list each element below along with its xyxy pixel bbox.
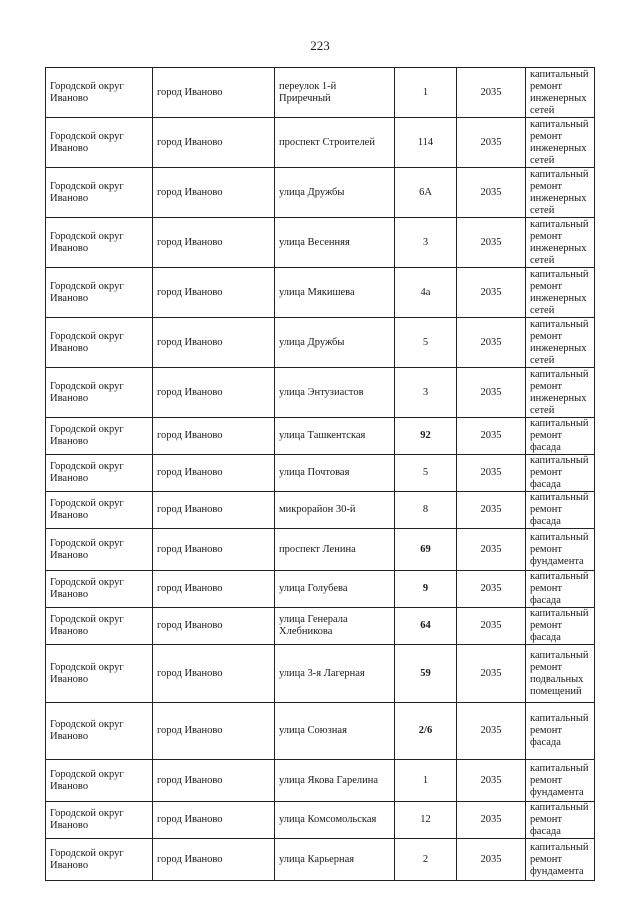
district-cell: Городской округ Иваново (46, 455, 153, 492)
district-cell: Городской округ Иваново (46, 268, 153, 318)
district-cell: Городской округ Иваново (46, 492, 153, 529)
street-cell: улица Якова Гарелина (275, 760, 395, 802)
work-type-cell: капитальный ремонт инженерных сетей (526, 218, 595, 268)
street-cell: микрорайон 30-й (275, 492, 395, 529)
work-type-cell: капитальный ремонт фасада (526, 802, 595, 839)
street-cell: улица Весенняя (275, 218, 395, 268)
work-type-cell: капитальный ремонт фасада (526, 492, 595, 529)
work-type-cell: капитальный ремонт инженерных сетей (526, 118, 595, 168)
work-type-cell: капитальный ремонт фасада (526, 455, 595, 492)
settlement-cell: город Иваново (153, 608, 275, 645)
table-row (46, 802, 595, 839)
district-cell: Городской округ Иваново (46, 218, 153, 268)
district-cell: Городской округ Иваново (46, 760, 153, 802)
work-type-cell: капитальный ремонт инженерных сетей (526, 268, 595, 318)
district-cell: Городской округ Иваново (46, 645, 153, 703)
district-cell: Городской округ Иваново (46, 168, 153, 218)
settlement-cell: город Иваново (153, 703, 275, 760)
table-row (46, 455, 595, 492)
table-row (46, 529, 595, 571)
table-row (46, 645, 595, 703)
year-cell: 2035 (457, 118, 526, 168)
settlement-cell: город Иваново (153, 760, 275, 802)
year-cell: 2035 (457, 703, 526, 760)
year-cell: 2035 (457, 571, 526, 608)
year-cell: 2035 (457, 68, 526, 118)
house-number-cell: 3 (395, 218, 457, 268)
year-cell: 2035 (457, 455, 526, 492)
year-cell: 2035 (457, 368, 526, 418)
house-number-cell: 69 (395, 529, 457, 571)
street-cell: улица Энтузиастов (275, 368, 395, 418)
year-cell: 2035 (457, 418, 526, 455)
settlement-cell: город Иваново (153, 68, 275, 118)
house-number-cell: 5 (395, 318, 457, 368)
table-row (46, 68, 595, 118)
settlement-cell: город Иваново (153, 529, 275, 571)
street-cell: переулок 1-й Приречный (275, 68, 395, 118)
house-number-cell: 2/6 (395, 703, 457, 760)
settlement-cell: город Иваново (153, 492, 275, 529)
district-cell: Городской округ Иваново (46, 418, 153, 455)
table-row (46, 760, 595, 802)
work-type-cell: капитальный ремонт подвальных помещений (526, 645, 595, 703)
house-number-cell: 59 (395, 645, 457, 703)
house-number-cell: 92 (395, 418, 457, 455)
district-cell: Городской округ Иваново (46, 839, 153, 881)
table-row (46, 703, 595, 760)
table-row (46, 839, 595, 881)
table-row (46, 268, 595, 318)
house-number-cell: 1 (395, 760, 457, 802)
work-type-cell: капитальный ремонт фасада (526, 608, 595, 645)
settlement-cell: город Иваново (153, 455, 275, 492)
street-cell: улица Карьерная (275, 839, 395, 881)
work-type-cell: капитальный ремонт инженерных сетей (526, 368, 595, 418)
district-cell: Городской округ Иваново (46, 318, 153, 368)
house-number-cell: 5 (395, 455, 457, 492)
house-number-cell: 3 (395, 368, 457, 418)
district-cell: Городской округ Иваново (46, 571, 153, 608)
registry-table (45, 67, 595, 881)
table-row (46, 168, 595, 218)
work-type-cell: капитальный ремонт инженерных сетей (526, 168, 595, 218)
table-row (46, 571, 595, 608)
table-row (46, 608, 595, 645)
work-type-cell: капитальный ремонт инженерных сетей (526, 318, 595, 368)
table-row (46, 418, 595, 455)
street-cell: улица Ташкентская (275, 418, 395, 455)
work-type-cell: капитальный ремонт фасада (526, 703, 595, 760)
year-cell: 2035 (457, 492, 526, 529)
street-cell: проспект Ленина (275, 529, 395, 571)
district-cell: Городской округ Иваново (46, 368, 153, 418)
table-row (46, 318, 595, 368)
table-row (46, 118, 595, 168)
street-cell: проспект Строителей (275, 118, 395, 168)
district-cell: Городской округ Иваново (46, 118, 153, 168)
house-number-cell: 12 (395, 802, 457, 839)
district-cell: Городской округ Иваново (46, 802, 153, 839)
street-cell: улица Мякишева (275, 268, 395, 318)
year-cell: 2035 (457, 529, 526, 571)
year-cell: 2035 (457, 218, 526, 268)
settlement-cell: город Иваново (153, 268, 275, 318)
street-cell: улица 3-я Лагерная (275, 645, 395, 703)
year-cell: 2035 (457, 802, 526, 839)
year-cell: 2035 (457, 839, 526, 881)
district-cell: Городской округ Иваново (46, 703, 153, 760)
house-number-cell: 64 (395, 608, 457, 645)
house-number-cell: 4а (395, 268, 457, 318)
house-number-cell: 114 (395, 118, 457, 168)
settlement-cell: город Иваново (153, 839, 275, 881)
year-cell: 2035 (457, 268, 526, 318)
settlement-cell: город Иваново (153, 571, 275, 608)
settlement-cell: город Иваново (153, 218, 275, 268)
settlement-cell: город Иваново (153, 418, 275, 455)
table-body (46, 68, 595, 881)
district-cell: Городской округ Иваново (46, 68, 153, 118)
table-row (46, 492, 595, 529)
table-row (46, 218, 595, 268)
settlement-cell: город Иваново (153, 118, 275, 168)
work-type-cell: капитальный ремонт фундамента (526, 529, 595, 571)
year-cell: 2035 (457, 168, 526, 218)
work-type-cell: капитальный ремонт фасада (526, 571, 595, 608)
settlement-cell: город Иваново (153, 318, 275, 368)
house-number-cell: 6А (395, 168, 457, 218)
street-cell: улица Комсомольская (275, 802, 395, 839)
street-cell: улица Генерала Хлебникова (275, 608, 395, 645)
settlement-cell: город Иваново (153, 368, 275, 418)
work-type-cell: капитальный ремонт инженерных сетей (526, 68, 595, 118)
settlement-cell: город Иваново (153, 645, 275, 703)
house-number-cell: 9 (395, 571, 457, 608)
page-number: 223 (310, 38, 330, 53)
table-row (46, 368, 595, 418)
house-number-cell: 8 (395, 492, 457, 529)
work-type-cell: капитальный ремонт фундамента (526, 760, 595, 802)
district-cell: Городской округ Иваново (46, 529, 153, 571)
district-cell: Городской округ Иваново (46, 608, 153, 645)
work-type-cell: капитальный ремонт фундамента (526, 839, 595, 881)
house-number-cell: 2 (395, 839, 457, 881)
year-cell: 2035 (457, 608, 526, 645)
street-cell: улица Голубева (275, 571, 395, 608)
house-number-cell: 1 (395, 68, 457, 118)
year-cell: 2035 (457, 318, 526, 368)
street-cell: улица Союзная (275, 703, 395, 760)
year-cell: 2035 (457, 645, 526, 703)
year-cell: 2035 (457, 760, 526, 802)
street-cell: улица Почтовая (275, 455, 395, 492)
settlement-cell: город Иваново (153, 168, 275, 218)
street-cell: улица Дружбы (275, 318, 395, 368)
work-type-cell: капитальный ремонт фасада (526, 418, 595, 455)
street-cell: улица Дружбы (275, 168, 395, 218)
settlement-cell: город Иваново (153, 802, 275, 839)
